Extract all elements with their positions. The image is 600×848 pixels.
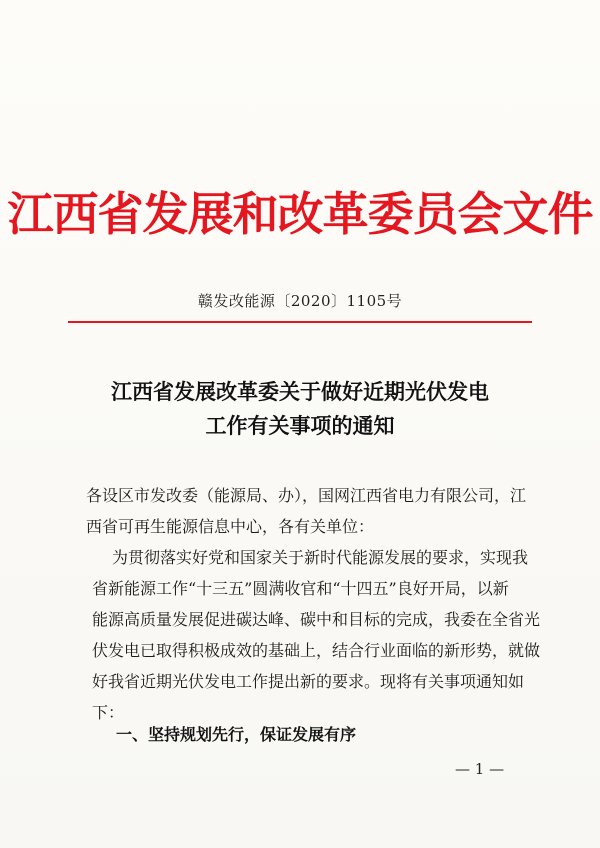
- body-line: 能源高质量发展促进碳达峰、碳中和目标的完成，我委在全省光: [92, 610, 541, 629]
- body-line: 伏发电已取得积极成效的基础上，结合行业面临的新形势，就做: [92, 641, 541, 660]
- body-line: 好我省近期光伏发电工作提出新的要求。现将有关事项通知如: [92, 672, 525, 691]
- body-line: 省新能源工作“十三五”圆满收官和“十四五”良好开局，以新: [92, 579, 509, 598]
- page-number: — 1 —: [455, 760, 505, 778]
- document-number: 赣发改能源〔2020〕1105号: [197, 292, 403, 310]
- body-line: 下：: [92, 703, 125, 722]
- issuer-header-title: 江西省发展和改革委员会文件: [7, 187, 593, 241]
- body-line: 各设区市发改委（能源局、办），国网江西省电力有限公司，江: [86, 486, 527, 505]
- notice-body: [86, 480, 541, 728]
- notice-title-line-1: 江西省发展改革委关于做好近期光伏发电: [111, 379, 489, 404]
- body-line: 为贯彻落实好党和国家关于新时代能源发展的要求，实现我: [112, 548, 529, 567]
- red-divider-line: [68, 321, 532, 323]
- notice-title-line-2: 工作有关事项的通知: [205, 413, 395, 438]
- body-line: 西省可再生能源信息中心，各有关单位：: [86, 517, 375, 536]
- section-heading: 一、坚持规划先行，保证发展有序: [116, 725, 357, 744]
- notice-title: [0, 375, 600, 443]
